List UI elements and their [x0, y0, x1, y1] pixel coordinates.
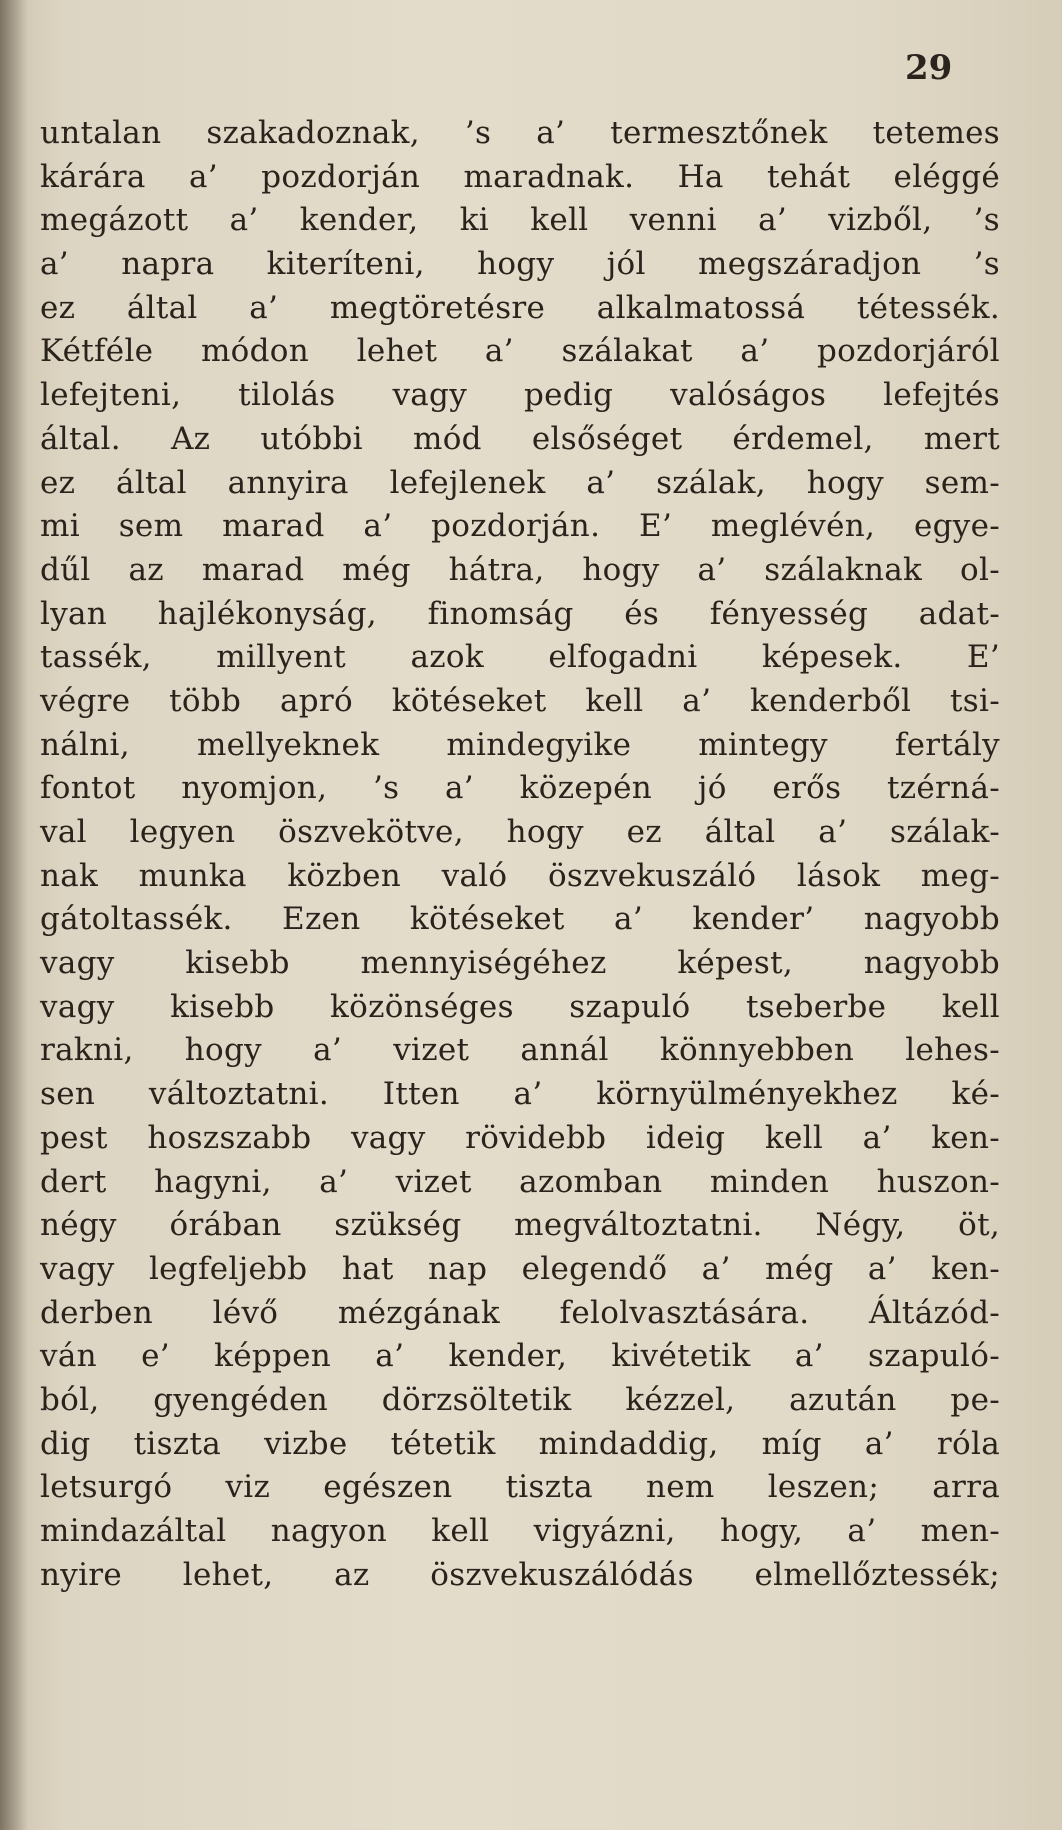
- text-line: ván e’ képpen a’ kender, kivétetik a’ szapuló-: [40, 1338, 1000, 1375]
- text-line: sen változtatni. Itten a’ környülményekhez ké-: [40, 1076, 1000, 1113]
- text-line: gátoltassék. Ezen kötéseket a’ kender’ nagyobb: [40, 901, 1000, 938]
- text-line: végre több apró kötéseket kell a’ kenderből tsi-: [40, 682, 1000, 719]
- text-line: kárára a’ pozdorján maradnak. Ha tehát eléggé: [40, 158, 1000, 195]
- text-line: val legyen öszvekötve, hogy ez által a’ szálak-: [40, 814, 1000, 850]
- page-number: 29: [905, 48, 953, 88]
- text-line: fontot nyomjon, ’s a’ közepén jó erős tzérná-: [40, 770, 1000, 807]
- text-line: négy órában szükség megváltoztatni. Négy, öt,: [40, 1207, 1000, 1244]
- text-line: derben lévő mézgának felolvasztására. Áltázód-: [40, 1294, 1000, 1331]
- text-line: dűl az marad még hátra, hogy a’ szálaknak ol-: [40, 551, 1000, 588]
- text-line: mi sem marad a’ pozdorján. E’ meglévén, egye-: [40, 508, 1000, 545]
- text-line: vagy kisebb mennyiségéhez képest, nagyobb: [40, 945, 1000, 982]
- text-line: lyan hajlékonyság, finomság és fényesség adat-: [40, 595, 1000, 632]
- text-line: megázott a’ kender, ki kell venni a’ vizből, ’s: [40, 202, 1000, 239]
- text-line: dert hagyni, a’ vizet azomban minden huszon-: [40, 1163, 1000, 1200]
- text-line: nyire lehet, az öszvekuszálódás elmellőztessék;: [40, 1556, 1000, 1593]
- text-line: vagy legfeljebb hat nap elegendő a’ még a’ ken-: [40, 1250, 1000, 1287]
- text-line: által. Az utóbbi mód elsőséget érdemel, mert: [40, 420, 1000, 457]
- text-line: Kétféle módon lehet a’ szálakat a’ pozdorjáról: [40, 333, 1000, 370]
- text-line: untalan szakadoznak, ’s a’ termesztőnek tetemes: [40, 115, 1000, 151]
- text-line: nak munka közben való öszvekuszáló lások meg-: [40, 857, 1000, 894]
- text-line: dig tiszta vizbe tétetik mindaddig, míg a’ róla: [40, 1425, 1000, 1462]
- binding-shadow: [0, 0, 28, 1830]
- text-line: vagy kisebb közönséges szapuló tseberbe kell: [40, 988, 1000, 1025]
- text-line: tassék, millyent azok elfogadni képesek. E’: [40, 639, 1000, 676]
- text-line: ból, gyengéden dörzsöltetik kézzel, azután pe-: [40, 1381, 1000, 1418]
- text-line: letsurgó viz egészen tiszta nem leszen; arra: [40, 1469, 1000, 1506]
- text-line: nálni, mellyeknek mindegyike mintegy fertály: [40, 726, 1000, 763]
- text-line: ez által a’ megtöretésre alkalmatossá tétessék.: [40, 289, 1000, 326]
- text-line: rakni, hogy a’ vizet annál könnyebben lehes-: [40, 1032, 1000, 1069]
- text-line: pest hoszszabb vagy rövidebb ideig kell a’ ken-: [40, 1119, 1000, 1156]
- text-line: lefejteni, tilolás vagy pedig valóságos lefejtés: [40, 377, 1000, 414]
- text-line: a’ napra kiteríteni, hogy jól megszáradjon ’s: [40, 246, 1000, 283]
- text-line: mindazáltal nagyon kell vigyázni, hogy, a’ men-: [40, 1513, 1000, 1549]
- body-text: [40, 112, 1000, 1597]
- text-line: ez által annyira lefejlenek a’ szálak, hogy sem-: [40, 464, 1000, 501]
